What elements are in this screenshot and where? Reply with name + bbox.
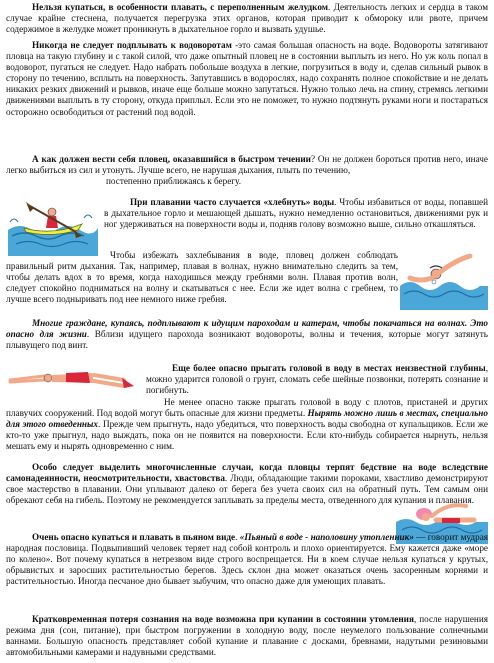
text-overeating: . Деятельность легких и сердца в таком случае крайне стеснена, получается перегрузка этих органов, которая приводит к обмороку или рвоте, причем содержимое в желудке может проникнуть в дыхательное горло и вызвать удушье. xyxy=(6,2,489,35)
paragraph-overconfidence xyxy=(6,462,488,506)
heading-swallow-water: При плавании часто случается «хлебнуть» воды xyxy=(130,197,335,207)
text-ships: . Вблизи идущего парохода возникают водовороты, волны и течения, которые могут затянуть плывущего под винт. xyxy=(6,329,488,351)
heading-overconfidence: Особо следует выделить многочисленные случаи, когда пловцы терпят бедствие на воде вследствие самонадеянности, неосмотрительности, хвастовства xyxy=(6,462,488,484)
text-whirlpools: -это самая большая опасность на воде. Водовороты затягивают пловца на такую глубину и с такой силой, что даже опытный пловец не в состоянии выплыть из него. Но уж коль попал в водоворот, пугаться не следует. Надо набрать побольше воздуха в легкие, погрузиться в воду и, сделав сильный рывок в сторону по течению, всплыть на поверхность. Запутавшись в водорослях, надо сохранять полное спокойствие и не делать никаких резких движений и рывков, иначе еще больше можно запутаться. Нужно только лечь на спину, стремясь легкими движениями выплыть в ту сторону, откуда приплыл. Если это не поможет, то нужно подтянуть руками ноги и постараться осторожно освободиться от растений под водой. xyxy=(6,40,488,117)
heading-fast-current: А как должен вести себя пловец, оказавшийся в быстром течении xyxy=(32,154,311,164)
paragraph-platforms xyxy=(6,397,488,452)
text-diving: , можно ударится головой о грунт, сломать себе шейные позвонки, потерять сознание и погибнуть. xyxy=(146,363,488,396)
proverb-drunk: «Пьяный в воде - наполовину утопленник» xyxy=(239,532,414,542)
heading-overeating: Нельзя купаться, в особенности плавать, с переполненным желудком xyxy=(32,2,329,12)
paragraph-whirlpools xyxy=(6,40,488,118)
diver-illustration xyxy=(4,364,138,394)
text-platforms-end: . Прежде чем прыгнуть, надо убедиться, что поверхность воды свободна от купальщиков. Если же кто-то уже прыгнул, надо выждать, пока он не появится на поверхности. Если кто-нибудь собирается нырнуть, нельзя мешать ему и нырять одновременно с ним. xyxy=(6,419,488,452)
text-platforms: Не менее опасно также прыгать головой в воду с плотов, пристаней и других плавучих сооружений. Под водой могут быть опасные для жизни предметы. xyxy=(6,397,488,419)
heading-fatigue: Кратковременная потеря сознания на воде возможна при купании в состоянии утомления xyxy=(32,614,414,624)
text-drunk-sep: . xyxy=(235,532,240,542)
heading-platforms: Нырять можно лишь в местах, специально для этого отведенных xyxy=(6,408,488,430)
text-swallow-water: . Чтобы избавиться от воды, попавшей в дыхательное горло и мешающей дышать, нужно немедленно остановиться, движениями рук и ног удерживаться на поверхности воды и, подняв голову возможно выше, сильно откашляться. xyxy=(104,197,489,230)
paragraph-drunk xyxy=(6,532,488,587)
text-overconfidence: . Люди, обладающие такими пороками, хвастливо демонстрируют свое мастерство в плавании. Они уплывают далеко от берега без учета своих сил на обратный путь. Тем самым они обрекают себя на гибель. Поэтому не рекомендуется заплывать за пределы места, отведенного для купания и плавания. xyxy=(6,473,488,506)
kayak-illustration xyxy=(6,192,98,256)
text-fast-current-end: постепенно приближаясь к берегу. xyxy=(106,176,242,187)
text-fast-current: ? Он не должен бороться против него, иначе легко выбиться из сил и утонуть. Лучше всего, не нарушая дыхания, плыть по течению, xyxy=(6,154,488,176)
paragraph-ships xyxy=(6,318,488,351)
paragraph-fast-current xyxy=(6,154,488,187)
text-fatigue: , после нарушения режима дня (сон, питание), при быстром погружении в холодную воду, после неумелого пользование солнечными ваннами. Большую опасность представляет собой купание и плавание с досками, бревнами, надутыми резиновыми автомобильными камерами и надувными средствами. xyxy=(6,614,488,658)
text-drunk: — говорит мудрая народная пословица. Подвыпивший человек теряет над собой контроль и плохо ориентируется. Ему кажется даже «море по колено». Вот почему купаться в нетрезвом виде строго воспрещается. Ни в коем случае нельзя купаться у крутых, обрывистых и заросших растительностью берегов. Здесь склон дна может оказаться очень засоренным корнями и растительностью. Иногда песчаное дно бывает зыбучим, что опасно даже для умеющих плавать. xyxy=(6,532,489,587)
heading-diving: Еще более опасно прыгать головой в воду в местах неизвестной глубины xyxy=(172,363,486,373)
text-breathing: Чтобы избежать захлебывания в воде, пловец должен соблюдать правильный ритм дыхания. Так, например, плавая в волнах, нужно внимательно следить за тем, чтобы делать вдох в то время, когда находишься между гребнями волн. Плавая против волн, следует спокойно подниматься на волну и скатываться с нее. Если же идет волна с гребнем, то лучше всего подныривать под нее немного ниже гребня. xyxy=(6,250,398,305)
heading-whirlpools: Никогда не следует подплывать к водоворотам xyxy=(32,40,232,50)
swimmer-waves-illustration xyxy=(400,252,488,310)
paragraph-breathing xyxy=(6,250,398,305)
heading-drunk: Очень опасно купаться и плавать в пьяном виде xyxy=(32,532,236,542)
heading-ships: Многие граждане, купаясь, подплывают к идущим пароходам и катерам, чтобы покачаться на волнах. Это опасно для жизни xyxy=(6,318,488,340)
paragraph-diving xyxy=(146,363,488,396)
paragraph-fatigue xyxy=(6,614,488,658)
paragraph-swallow-water xyxy=(104,197,488,230)
paragraph-overeating xyxy=(6,2,488,35)
